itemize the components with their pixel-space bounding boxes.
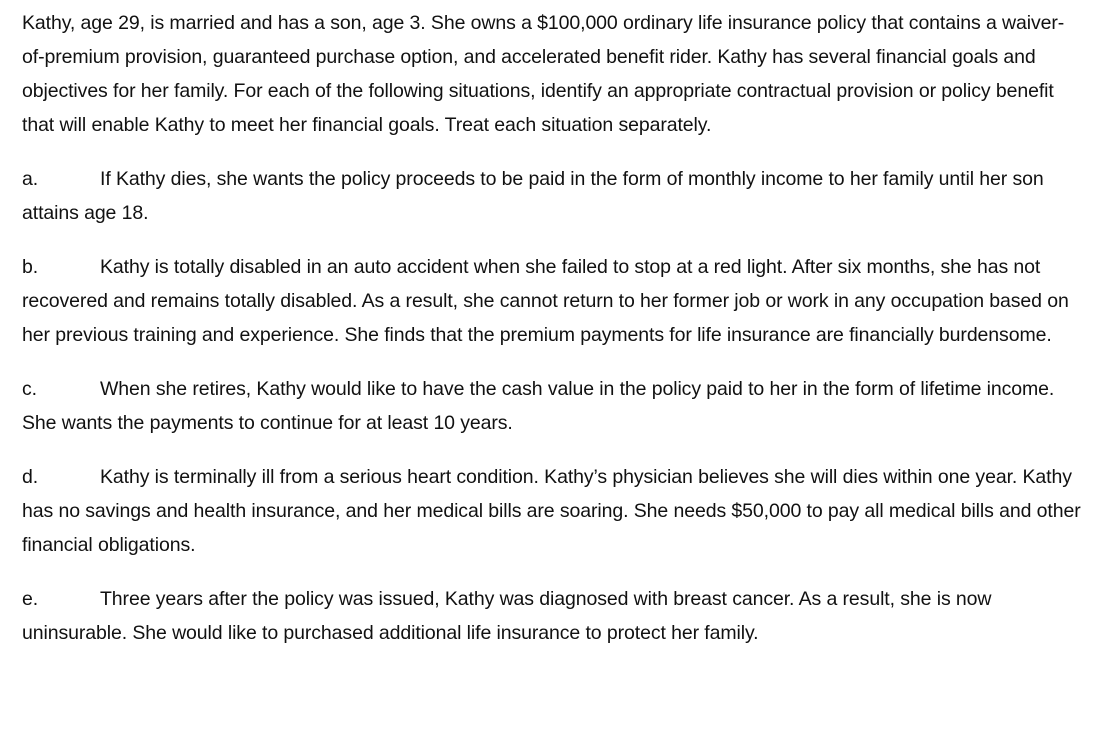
item-letter: b. [22,256,39,278]
item-text: Kathy is totally disabled in an auto accident when she failed to stop at a red light. After six months, she has not recovered and remains totally disabled. As a result, she cannot return to her former job or work in any occupation based on her previous training and experience. She finds that the premium payments for life insurance are financially burdensome. [22,256,1069,346]
situation-d [22,460,1082,562]
item-text: Three years after the policy was issued, Kathy was diagnosed with breast cancer. As a result, she is now uninsurable. She would like to purchased additional life insurance to protect her family. [22,588,992,644]
item-letter: d. [22,466,39,488]
situation-a [22,162,1082,230]
situation-e [22,582,1082,650]
intro-paragraph: Kathy, age 29, is married and has a son, age 3. She owns a $100,000 ordinary life insurance policy that contains a waiver-of-premium provision, guaranteed purchase option, and accelerated benefit rider. Kathy has several financial goals and objectives for her family. For each of the following situations, identify an appropriate contractual provision or policy benefit that will enable Kathy to meet her financial goals. Treat each situation separately. [22,12,1065,136]
item-letter: a. [22,168,39,190]
item-letter: c. [22,378,37,400]
item-text: Kathy is terminally ill from a serious heart condition. Kathy’s physician believes she will dies within one year. Kathy has no savings and health insurance, and her medical bills are soaring. She needs $50,000 to pay all medical bills and other financial obligations. [22,466,1081,556]
situation-c [22,372,1082,440]
item-text: If Kathy dies, she wants the policy proceeds to be paid in the form of monthly income to her family until her son attains age 18. [22,168,1044,224]
document-body [22,6,1082,670]
item-letter: e. [22,588,39,610]
item-text: When she retires, Kathy would like to have the cash value in the policy paid to her in the form of lifetime income. She wants the payments to continue for at least 10 years. [22,378,1055,434]
situation-b [22,250,1082,352]
